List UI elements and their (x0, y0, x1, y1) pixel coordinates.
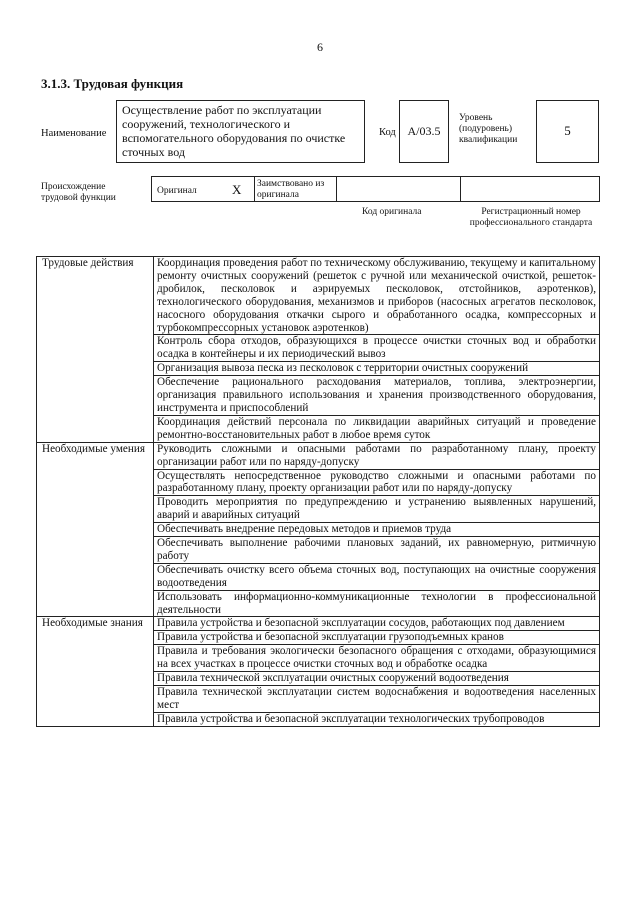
code-field: А/03.5 (399, 100, 449, 163)
name-label: Наименование (41, 128, 107, 139)
page-number: 6 (317, 40, 323, 54)
list-item: Правила и требования экологически безопасного обращения с отходами, образующимися на всех участках в процессе очистки сточных вод и обработке осадка (154, 645, 600, 672)
origin-label: Происхождение трудовой функции (41, 182, 116, 203)
list-item: Правила устройства и безопасной эксплуатации сосудов, работающих под давлением (154, 617, 600, 631)
list-item: Осуществлять непосредственное руководство сложными и опасными работами по разработанному плану, проекту организации работ или по наряду-допуску (154, 469, 600, 496)
table-row (37, 442, 600, 469)
section-title: 3.1.3. Трудовая функция (41, 76, 184, 91)
code-original-caption: Код оригинала (362, 207, 422, 217)
list-item: Организация вывоза песка из песколовок с территории очистных сооружений (154, 362, 600, 376)
borrowed-label: Заимствовано из оригинала (257, 179, 325, 200)
category-labor-actions: Трудовые действия (37, 257, 154, 443)
list-item: Использовать информационно-коммуникационные технологии в профессиональной деятельности (154, 590, 600, 617)
category-required-skills: Необходимые умения (37, 442, 154, 617)
list-item: Обеспечение рационального расходования материалов, топлива, электроэнергии, организация правильного использования и хранения производственного оборудования, инструмента и приспособлений (154, 376, 600, 416)
category-required-knowledge: Необходимые знания (37, 617, 154, 726)
list-item: Координация проведения работ по техническому обслуживанию, текущему и капитальному ремонту очистных сооружений (решеток с ручной или механической очисткой, решеток-дробилок, песколовок и аэрируемых песколовок, отстойников, аэротенков), технологического оборудования, механизмов и приборов (насосных агрегатов песколовок, насосного оборудования откачки сырого и обработанного осадка, компрессорных и турбокомпрессорных установок аэротенков) (154, 257, 600, 335)
original-mark: X (232, 182, 242, 197)
original-label: Оригинал (157, 186, 197, 196)
list-item: Координация действий персонала по ликвидации аварийных ситуаций и проведение ремонтно-восстановительных работ в любое время суток (154, 415, 600, 442)
list-item: Контроль сбора отходов, образующихся в процессе очистки сточных вод и обработки осадка в контейнеры и их периодический вывоз (154, 335, 600, 362)
table-row (37, 257, 600, 335)
table-row (37, 617, 600, 631)
origin-row (151, 176, 600, 202)
code-label: Код (379, 127, 396, 138)
list-item: Обеспечивать внедрение передовых методов и приемов труда (154, 523, 600, 537)
list-item: Правила устройства и безопасной эксплуатации технологических трубопроводов (154, 712, 600, 726)
list-item: Обеспечивать очистку всего объема сточных вод, поступающих на очистные сооружения водоотведения (154, 563, 600, 590)
reg-number-caption: Регистрационный номер профессионального стандарта (469, 207, 593, 228)
level-field: 5 (536, 100, 599, 163)
list-item: Правила технической эксплуатации систем водоснабжения и водоотведения населенных мест (154, 686, 600, 713)
function-name-field: Осуществление работ по эксплуатации сооружений, технологического и вспомогательного оборудования по очистке сточных вод (116, 100, 365, 163)
list-item: Обеспечивать выполнение рабочими плановых заданий, их равномерную, ритмичную работу (154, 537, 600, 564)
list-item: Правила устройства и безопасной эксплуатации грузоподъемных кранов (154, 631, 600, 645)
list-item: Проводить мероприятия по предупреждению и устранению выявленных нарушений, аварий и аварийных ситуаций (154, 496, 600, 523)
function-details-table (36, 256, 600, 727)
list-item: Правила технической эксплуатации очистных сооружений водоотведения (154, 672, 600, 686)
level-label: Уровень (подуровень) квалификации (459, 113, 518, 145)
list-item: Руководить сложными и опасными работами по разработанному плану, проекту организации работ или по наряду-допуску (154, 442, 600, 469)
